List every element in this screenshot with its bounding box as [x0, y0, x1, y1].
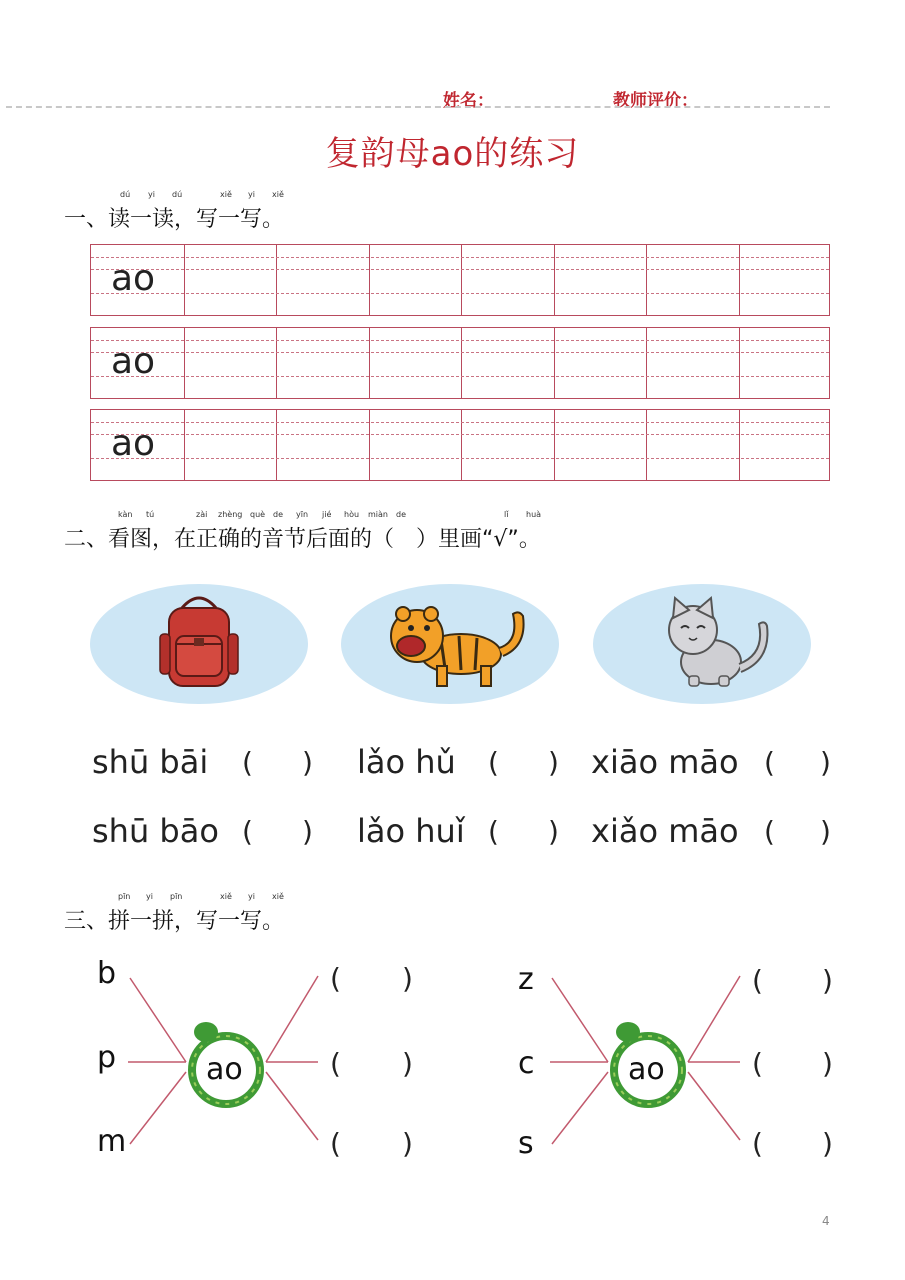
grid-divider: [461, 328, 462, 398]
spelling-lines-layer: [0, 940, 905, 1180]
pinyin-mian: miàn: [368, 510, 388, 519]
grid-divider: [646, 410, 647, 480]
choice-paren-close[interactable]: ): [820, 746, 831, 779]
grid-divider: [554, 245, 555, 315]
pinyin-yi-3: yi: [146, 892, 153, 901]
answer-paren-open[interactable]: (: [752, 1047, 763, 1080]
section1-heading: 一、读一读，写一写。: [64, 207, 285, 232]
final-ao-left: ao: [206, 1052, 243, 1087]
pinyin-yi-1: yi: [148, 190, 155, 199]
grid-divider: [276, 410, 277, 480]
pinyin-du-2: dú: [172, 190, 183, 199]
syllable-xiao-mao-1: xiāo māo: [591, 743, 739, 781]
tiger-icon: [341, 584, 559, 704]
grid-guide-line: [91, 422, 829, 423]
answer-paren-close[interactable]: ): [822, 964, 833, 997]
grid-divider: [369, 410, 370, 480]
pinyin-de-2: de: [396, 510, 406, 519]
grid-divider: [554, 328, 555, 398]
pinyin-du-1: dú: [120, 190, 131, 199]
grid-guide-line: [91, 293, 829, 294]
choice-paren-close[interactable]: ): [302, 815, 313, 848]
sample-ao: ao: [111, 341, 156, 382]
syllable-xiao-mao-2: xiǎo māo: [591, 812, 739, 850]
pinyin-zheng: zhèng: [218, 510, 243, 519]
answer-paren-open[interactable]: (: [752, 1127, 763, 1160]
grid-guide-line: [91, 340, 829, 341]
choice-paren-close[interactable]: ): [820, 815, 831, 848]
grid-divider: [184, 245, 185, 315]
grid-divider: [554, 410, 555, 480]
pinyin-xie-2: xiě: [272, 190, 284, 199]
syllable-lao-hui: lǎo huǐ: [357, 812, 465, 850]
pinyin-yin: yīn: [296, 510, 309, 519]
grid-guide-line: [91, 352, 829, 353]
syllable-shu-bao: shū bāo: [92, 812, 219, 850]
pinyin-yi-2: yi: [248, 190, 255, 199]
grid-guide-line: [91, 458, 829, 459]
picture-oval-backpack: [90, 584, 308, 704]
section3-pinyin: [116, 892, 306, 904]
choice-paren-open[interactable]: (: [242, 746, 253, 779]
grid-divider: [739, 245, 740, 315]
grid-divider: [646, 328, 647, 398]
grid-divider: [369, 245, 370, 315]
teacher-evaluation-label: 教师评价：: [613, 91, 698, 111]
answer-paren-close[interactable]: ): [822, 1127, 833, 1160]
page-title: 复韵母ao的练习: [325, 134, 580, 174]
backpack-icon: [90, 584, 308, 704]
answer-paren-close[interactable]: ): [402, 1127, 413, 1160]
writing-grid-row: [90, 244, 830, 316]
pinyin-pin-2: pīn: [170, 892, 183, 901]
writing-grid-row: [90, 409, 830, 481]
initial-c: c: [518, 1046, 535, 1081]
answer-paren-close[interactable]: ): [402, 962, 413, 995]
pinyin-yi-4: yi: [248, 892, 255, 901]
choice-paren-open[interactable]: (: [488, 815, 499, 848]
sample-ao: ao: [111, 423, 156, 464]
answer-paren-open[interactable]: (: [752, 964, 763, 997]
initial-z: z: [518, 962, 534, 997]
pinyin-pin-1: pīn: [118, 892, 131, 901]
grid-divider: [646, 245, 647, 315]
grid-divider: [461, 245, 462, 315]
section2-pinyin: [118, 510, 568, 522]
grid-divider: [276, 245, 277, 315]
pinyin-jie: jié: [322, 510, 332, 519]
pinyin-kan: kàn: [118, 510, 133, 519]
choice-paren-open[interactable]: (: [764, 815, 775, 848]
grid-guide-line: [91, 434, 829, 435]
section3-heading: 三、拼一拼，写一写。: [64, 909, 285, 934]
cat-icon: [593, 584, 811, 704]
pinyin-de-1: de: [273, 510, 283, 519]
choice-paren-close[interactable]: ): [548, 746, 559, 779]
answer-paren-open[interactable]: (: [330, 962, 341, 995]
grid-divider: [184, 410, 185, 480]
choice-paren-open[interactable]: (: [488, 746, 499, 779]
choice-paren-close[interactable]: ): [548, 815, 559, 848]
name-label: 姓名：: [443, 91, 494, 111]
pinyin-hou: hòu: [344, 510, 360, 519]
sample-ao: ao: [111, 258, 156, 299]
initial-m: m: [97, 1124, 127, 1159]
page-number: 4: [822, 1214, 830, 1228]
pinyin-que: què: [250, 510, 266, 519]
pinyin-xie-3: xiě: [220, 892, 232, 901]
pinyin-tu: tú: [146, 510, 155, 519]
header-divider: [6, 106, 830, 108]
pinyin-xie-4: xiě: [272, 892, 284, 901]
grid-divider: [276, 328, 277, 398]
pinyin-hua: huà: [526, 510, 542, 519]
grid-divider: [369, 328, 370, 398]
picture-oval-cat: [593, 584, 811, 704]
initial-s: s: [518, 1126, 534, 1161]
choice-paren-open[interactable]: (: [242, 815, 253, 848]
grid-guide-line: [91, 269, 829, 270]
picture-oval-tiger: [341, 584, 559, 704]
answer-paren-close[interactable]: ): [822, 1047, 833, 1080]
grid-divider: [461, 410, 462, 480]
choice-paren-close[interactable]: ): [302, 746, 313, 779]
answer-paren-open[interactable]: (: [330, 1047, 341, 1080]
pinyin-zai: zài: [196, 510, 208, 519]
answer-paren-close[interactable]: ): [402, 1047, 413, 1080]
grid-guide-line: [91, 376, 829, 377]
syllable-shu-bai: shū bāi: [92, 743, 209, 781]
choice-paren-open[interactable]: (: [764, 746, 775, 779]
grid-divider: [739, 328, 740, 398]
pinyin-xie-1: xiě: [220, 190, 232, 199]
pinyin-li: lǐ: [504, 510, 509, 519]
answer-paren-open[interactable]: (: [330, 1127, 341, 1160]
section2-heading: 二、看图，在正确的音节后面的（ ）里画“√”。: [64, 527, 541, 552]
initial-b: b: [97, 956, 117, 991]
grid-divider: [739, 410, 740, 480]
connector-lines: [0, 940, 905, 1180]
writing-grid-row: [90, 327, 830, 399]
initial-p: p: [97, 1040, 117, 1075]
grid-divider: [184, 328, 185, 398]
syllable-lao-hu: lǎo hǔ: [357, 743, 456, 781]
final-ao-right: ao: [628, 1052, 665, 1087]
grid-guide-line: [91, 257, 829, 258]
